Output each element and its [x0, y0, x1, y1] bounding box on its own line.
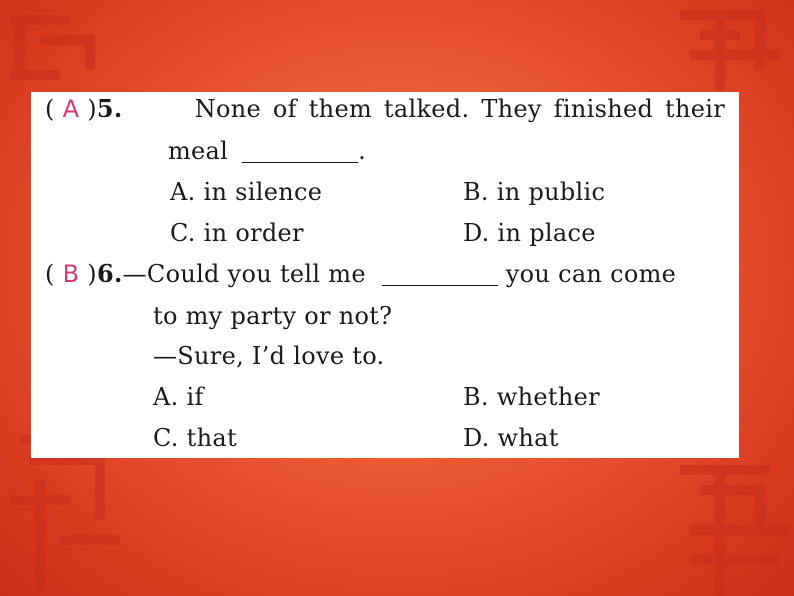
open-paren: (: [45, 260, 63, 288]
question-5-line-2: [168, 136, 366, 166]
question-6-number: 6.: [96, 259, 123, 288]
answer-6: B: [62, 260, 80, 288]
question-5-line-1: [45, 94, 725, 124]
option-6-c: C. that: [153, 424, 237, 452]
close-paren: ): [79, 260, 97, 288]
question-5-stem-line-2: meal: [168, 137, 229, 165]
question-5-blank: [242, 138, 358, 163]
option-6-a: A. if: [153, 383, 204, 411]
question-5-number: 5.: [96, 94, 123, 123]
question-6-stem-pre: —Could you tell me: [122, 260, 366, 288]
option-5-a: A. in silence: [170, 178, 323, 206]
question-5-period: .: [358, 137, 367, 165]
question-6-line-1: [45, 259, 725, 289]
question-6-stem-line-2: to my party or not?: [153, 302, 393, 330]
question-5-stem-line-1: None of them talked. They finished their: [194, 95, 725, 123]
question-card: [31, 92, 739, 458]
option-6-d: D. what: [463, 424, 559, 452]
question-6-stem-line-3: —Sure, I’d love to.: [153, 342, 385, 370]
open-paren: (: [45, 95, 63, 123]
option-6-b: B. whether: [463, 383, 600, 411]
option-5-d: D. in place: [463, 219, 596, 247]
answer-5: A: [62, 95, 80, 123]
option-5-c: C. in order: [170, 219, 304, 247]
question-6-stem-post: you can come: [505, 260, 677, 288]
option-5-b: B. in public: [463, 178, 606, 206]
question-6-blank: [382, 261, 498, 286]
close-paren: ): [79, 95, 97, 123]
